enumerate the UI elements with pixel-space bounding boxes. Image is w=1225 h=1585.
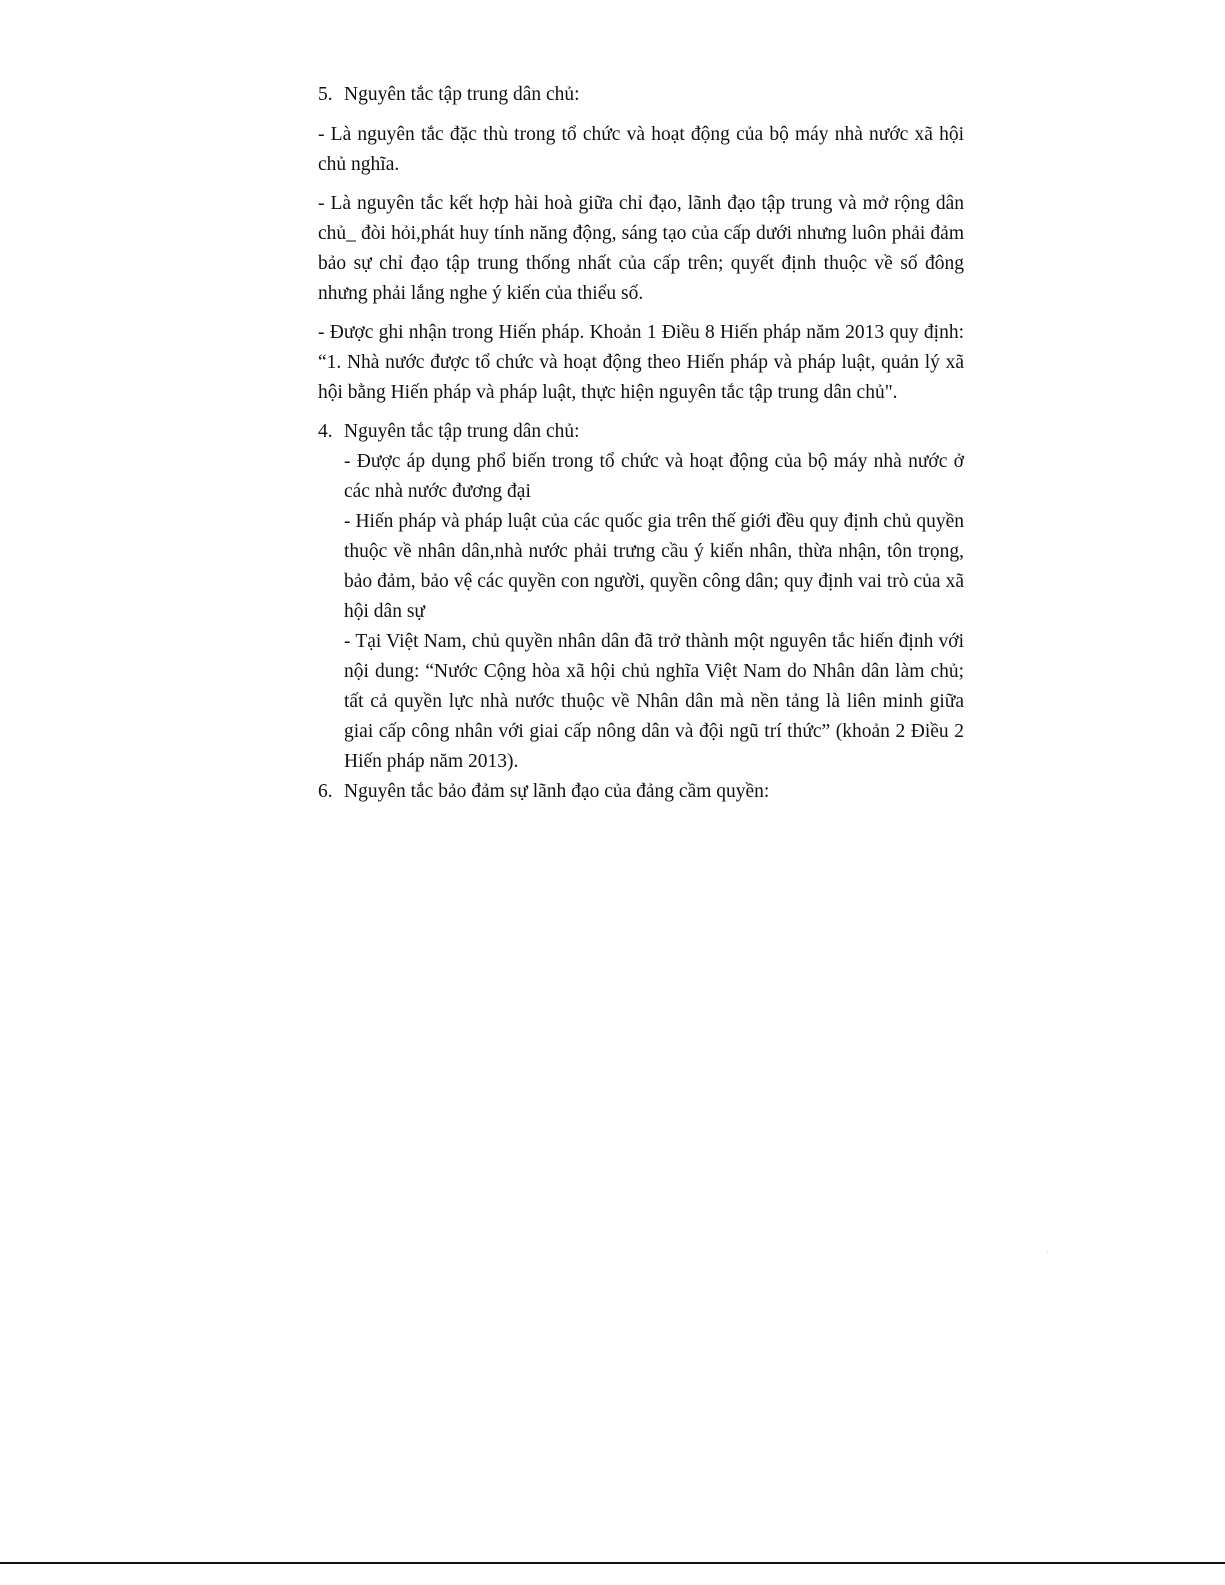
section-4-item-3: - Tại Việt Nam, chủ quyền nhân dân đã trở thành một nguyên tắc hiến định với nội dung: “Nước Cộng hòa xã hội chủ nghĩa Việt Nam do Nhân dân làm chủ; tất cả quyền lực nhà nước thuộc về Nhân dân mà nền tảng là liên minh giữa giai cấp công nhân với giai cấp nông dân và đội ngũ trí thức” (khoản 2 Điều 2 Hiến pháp năm 2013). [344,631,964,772]
section-5-heading [318,80,964,110]
section-4-heading [318,417,964,447]
page-bottom-edge [0,1562,1225,1564]
section-6-heading [318,777,964,807]
section-5-title: Nguyên tắc tập trung dân chủ: [344,84,580,105]
section-6-number: 6. [318,781,333,802]
section-4-number: 4. [318,421,333,442]
section-4-item-1: - Được áp dụng phổ biến trong tổ chức và hoạt động của bộ máy nhà nước ở các nhà nước đương đại [344,451,964,502]
section-4-title: Nguyên tắc tập trung dân chủ: [344,421,580,442]
section-5-paragraph-2: - Là nguyên tắc kết hợp hài hoà giữa chỉ đạo, lãnh đạo tập trung và mở rộng dân chủ_ đòi hỏi,phát huy tính năng động, sáng tạo của cấp dưới nhưng luôn phải đảm bảo sự chỉ đạo tập trung thống nhất của cấp trên; quyết định thuộc về số đông nhưng phải lắng nghe ý kiến của thiểu số. [318,193,964,304]
section-5-paragraph-3: - Được ghi nhận trong Hiến pháp. Khoản 1 Điều 8 Hiến pháp năm 2013 quy định: “1. Nhà nước được tổ chức và hoạt động theo Hiến pháp và pháp luật, quản lý xã hội bằng Hiến pháp và pháp luật, thực hiện nguyên tắc tập trung dân chủ". [318,322,964,403]
section-5-number: 5. [318,84,333,105]
section-4-list [318,447,964,777]
section-6-title: Nguyên tắc bảo đảm sự lãnh đạo của đảng cầm quyền: [344,781,770,802]
document-body [318,80,964,811]
scan-speck [1047,1251,1048,1252]
section-5-paragraph-1: - Là nguyên tắc đặc thù trong tổ chức và hoạt động của bộ máy nhà nước xã hội chủ nghĩa. [318,124,964,175]
section-4-item-2: - Hiến pháp và pháp luật của các quốc gia trên thế giới đều quy định chủ quyền thuộc về nhân dân,nhà nước phải trưng cầu ý kiến nhân, thừa nhận, tôn trọng, bảo đảm, bảo vệ các quyền con người, quyền công dân; quy định vai trò của xã hội dân sự [344,511,964,622]
